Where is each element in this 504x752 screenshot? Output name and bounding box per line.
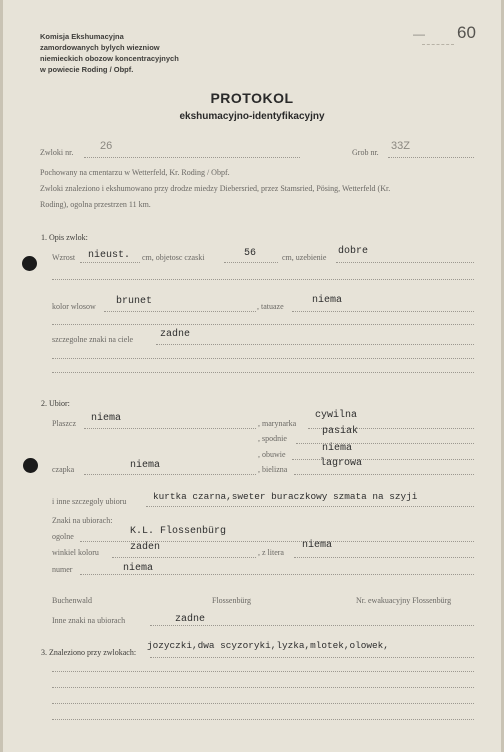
znaki-value: zadne — [160, 329, 191, 340]
litera-label: , z litera — [258, 548, 284, 557]
obuwie-label: , obuwie — [258, 450, 286, 459]
camp-evacuation-number: Nr. ewakuacyjny Flossenbürg — [356, 596, 452, 605]
znaki-label: szczegolne znaki na ciele — [52, 335, 134, 344]
inne-znaki-label: Inne znaki na ubiorach — [52, 616, 126, 625]
corner-mark: — — [413, 27, 425, 41]
section1-blank-line-4 — [52, 372, 474, 373]
grob-value: 33Z — [391, 140, 410, 152]
section3-line-5 — [52, 719, 474, 720]
objetosc-value: 56 — [244, 248, 257, 259]
znaki-line — [156, 344, 474, 345]
section1-blank-line-3 — [52, 358, 474, 359]
camp-buchenwald: Buchenwald — [52, 596, 92, 605]
camp-flossenburg: Flossenbürg — [212, 596, 251, 605]
intro-line-1: Pochowany na cmentarzu w Wetterfeld, Kr. Roding / Obpf. — [40, 168, 230, 177]
bielizna-line — [294, 474, 474, 475]
intro-line-3: Roding), ogolna przestrzen 11 km. — [40, 200, 151, 209]
plaszcz-line — [84, 428, 256, 429]
zwloki-value: 26 — [100, 140, 113, 152]
winkiel-label: winkiel koloru — [52, 548, 99, 557]
inne-znaki-value: zadne — [175, 614, 206, 625]
uzebienie-value: dobre — [338, 246, 369, 257]
wzrost-value: nieust. — [88, 250, 131, 261]
obuwie-value: niema — [322, 443, 353, 454]
numer-value: niema — [123, 563, 154, 574]
inne-value: kurtka czarna,sweter buraczkowy szmata na szyji — [153, 491, 418, 502]
czapka-label: czapka — [52, 465, 75, 474]
znaki-ubiorach-label: Znaki na ubiorach: — [52, 516, 113, 525]
ogolne-value: K.L. Flossenbürg — [130, 526, 227, 537]
spodnie-value: pasiak — [322, 426, 359, 437]
grob-label: Grob nr. — [352, 148, 379, 157]
tatuaze-line — [292, 311, 474, 312]
section3-line-1 — [150, 657, 474, 658]
section3-line-3 — [52, 687, 474, 688]
corner-dashes — [422, 44, 454, 45]
litera-line — [294, 557, 474, 558]
header-line-3: niemieckich obozow koncentracyjnych — [40, 54, 179, 63]
objetosc-line — [224, 262, 278, 263]
plaszcz-label: Plaszcz — [52, 419, 76, 428]
grob-line — [388, 157, 474, 158]
section1-blank-line-2 — [52, 324, 474, 325]
section3-line-2 — [52, 671, 474, 672]
section1-heading: 1. Opis zwlok: — [41, 233, 88, 242]
inne-znaki-line — [150, 625, 474, 626]
intro-line-2: Zwloki znaleziono i ekshumowano przy drodze miedzy Diebersried, przez Stamsried, Pösing, Wetterfeld (Kr. — [40, 184, 391, 193]
winkiel-line — [112, 557, 256, 558]
header-line-2: zamordowanych bylych wiezniow — [40, 43, 160, 52]
section3-heading: 3. Znaleziono przy zwlokach: — [41, 648, 137, 657]
winkiel-value: zaden — [130, 542, 161, 553]
bielizna-label: , bielizna — [258, 465, 288, 474]
kolor-line — [104, 311, 256, 312]
czapka-line — [84, 474, 256, 475]
document-subtitle: ekshumacyjno-identyfikacyjny — [179, 111, 325, 122]
kolor-value: brunet — [116, 296, 153, 307]
litera-value: niema — [302, 540, 333, 551]
zwloki-line — [84, 157, 300, 158]
uzebienie-label: cm, uzebienie — [282, 253, 327, 262]
ogolne-label: ogolne — [52, 532, 74, 541]
section3-value: jozyczki,dwa scyzoryki,lyzka,mlotek,olowek, — [147, 640, 389, 651]
section1-blank-line-1 — [52, 279, 474, 280]
inne-line — [146, 506, 474, 507]
objetosc-label: cm, objetosc czaski — [142, 253, 205, 262]
document-title: PROTOKOL — [210, 90, 294, 106]
numer-line — [80, 574, 474, 575]
czapka-value: niema — [130, 460, 161, 471]
tatuaze-value: niema — [312, 295, 343, 306]
punch-hole-bottom — [23, 458, 38, 473]
bielizna-value: lagrowa — [320, 458, 363, 469]
punch-hole-top — [22, 256, 37, 271]
page-number: 60 — [457, 23, 476, 42]
numer-label: numer — [52, 565, 73, 574]
plaszcz-value: niema — [91, 413, 122, 424]
marynarka-label: , marynarka — [258, 419, 297, 428]
wzrost-line — [80, 262, 140, 263]
uzebienie-line — [336, 262, 474, 263]
zwloki-label: Zwloki nr. — [40, 148, 74, 157]
inne-label: i inne szczegoly ubioru — [52, 497, 127, 506]
header-line-4: w powiecie Roding / Obpf. — [40, 65, 134, 74]
section3-line-4 — [52, 703, 474, 704]
marynarka-value: cywilna — [315, 410, 358, 421]
tatuaze-label: , tatuaze — [257, 302, 284, 311]
header-line-1: Komisja Ekshumacyjna — [40, 32, 124, 41]
wzrost-label: Wzrost — [52, 253, 76, 262]
kolor-label: kolor wlosow — [52, 302, 96, 311]
section2-heading: 2. Ubior: — [41, 399, 70, 408]
spodnie-label: , spodnie — [258, 434, 287, 443]
